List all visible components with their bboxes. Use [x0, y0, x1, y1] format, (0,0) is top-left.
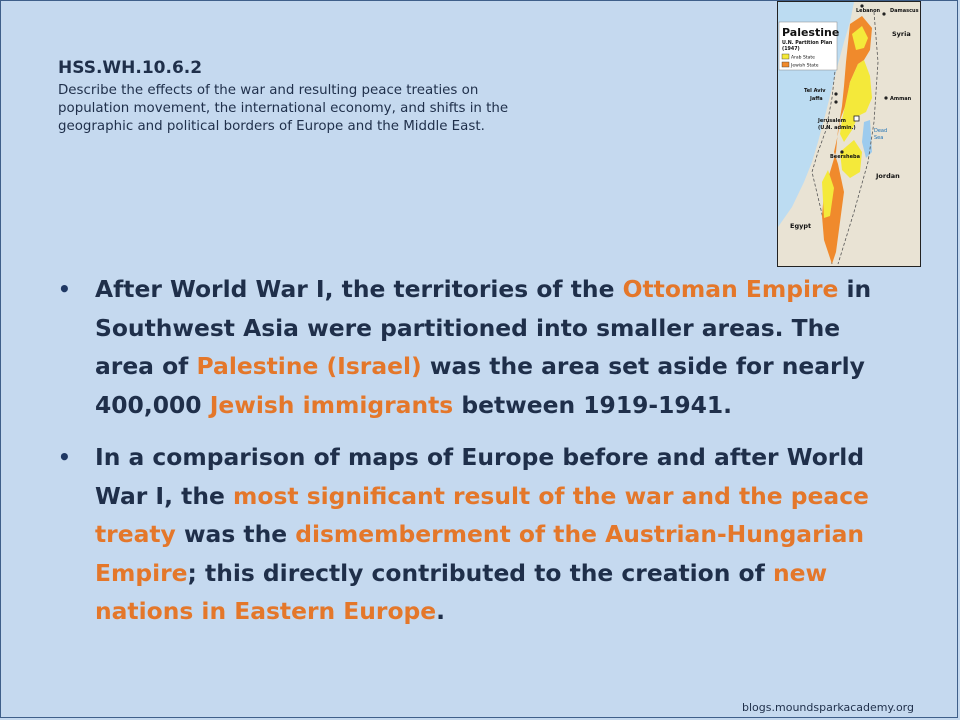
legend-jewish-swatch	[782, 62, 789, 67]
label-lebanon: Lebanon	[856, 8, 881, 14]
palestine-partition-map	[777, 1, 921, 267]
map-graphic	[778, 2, 921, 267]
label-damascus: Damascus	[890, 8, 919, 14]
bullet-1-highlight: Ottoman Empire	[622, 275, 839, 303]
bullet-2-highlight: new nations in Eastern Europe	[95, 558, 828, 625]
bullet-text-1	[95, 275, 871, 419]
bullet-item-1	[58, 270, 878, 424]
bullet-1-segment: between 1919-1941.	[453, 390, 733, 419]
bullet-1-segment: in Southwest Asia were partitioned into smaller areas. The area of	[95, 275, 872, 380]
bullet-2-segment: ; this directly contributed to the creation of	[187, 558, 773, 587]
label-amman: Amman	[890, 96, 912, 102]
label-jordan: Jordan	[876, 172, 900, 180]
bullet-dot-icon: •	[58, 277, 71, 301]
standard-block	[58, 58, 548, 136]
legend-arab-swatch	[782, 54, 789, 59]
map-subtitle-2: (1947)	[782, 47, 800, 52]
bullet-1-segment: After World War I, the territories of the	[95, 275, 623, 303]
bullet-1-highlight: Palestine (Israel)	[196, 352, 422, 380]
bullet-2-highlight: most significant result of the war and the peace treaty	[95, 481, 869, 548]
label-jaffa: Jaffa	[810, 96, 823, 102]
label-un-admin: (U.N. admin.)	[818, 125, 856, 131]
damascus-dot	[882, 12, 885, 15]
bullet-2-highlight: dismemberment of the Austrian-Hungarian Empire	[95, 520, 865, 587]
standard-description: Describe the effects of the war and resulting peace treaties on population movement, the international economy, and shifts in the geographic and political borders of Europe and the Middle East.	[58, 83, 509, 134]
bullet-2-segment: In a comparison of maps of Europe before and after World War I, the	[95, 443, 865, 510]
label-egypt: Egypt	[790, 222, 812, 230]
label-tel-aviv: Tel Aviv	[804, 88, 826, 94]
legend-jewish-label: Jewish State	[791, 63, 819, 69]
map-subtitle-1: U.N. Partition Plan	[782, 41, 833, 46]
jaffa-dot	[834, 100, 837, 103]
bullet-1-highlight: Jewish immigrants	[209, 390, 454, 419]
label-beersheba: Beersheba	[830, 154, 860, 160]
bullet-text-2	[95, 443, 869, 625]
tel-aviv-dot	[834, 92, 837, 95]
footer-source: blogs.moundsparkacademy.org	[742, 701, 914, 714]
label-dead: Dead	[874, 128, 888, 134]
standard-code: HSS.WH.10.6.2	[58, 58, 203, 78]
map-title: Palestine	[782, 26, 840, 39]
bullet-2-segment: .	[436, 597, 446, 625]
label-sea: Sea	[874, 135, 884, 141]
bullet-dot-icon: •	[58, 445, 71, 469]
amman-dot	[884, 96, 887, 99]
bullet-1-segment: was the area set aside for nearly 400,000	[95, 352, 865, 419]
label-jerusalem: Jerusalem	[818, 118, 846, 124]
bullet-2-segment: was the	[175, 520, 296, 548]
bullet-item-2	[58, 438, 878, 631]
jerusalem-marker	[854, 116, 859, 121]
label-syria: Syria	[892, 30, 911, 38]
legend-arab-label: Arab State	[791, 55, 815, 61]
bullet-list	[58, 270, 878, 645]
